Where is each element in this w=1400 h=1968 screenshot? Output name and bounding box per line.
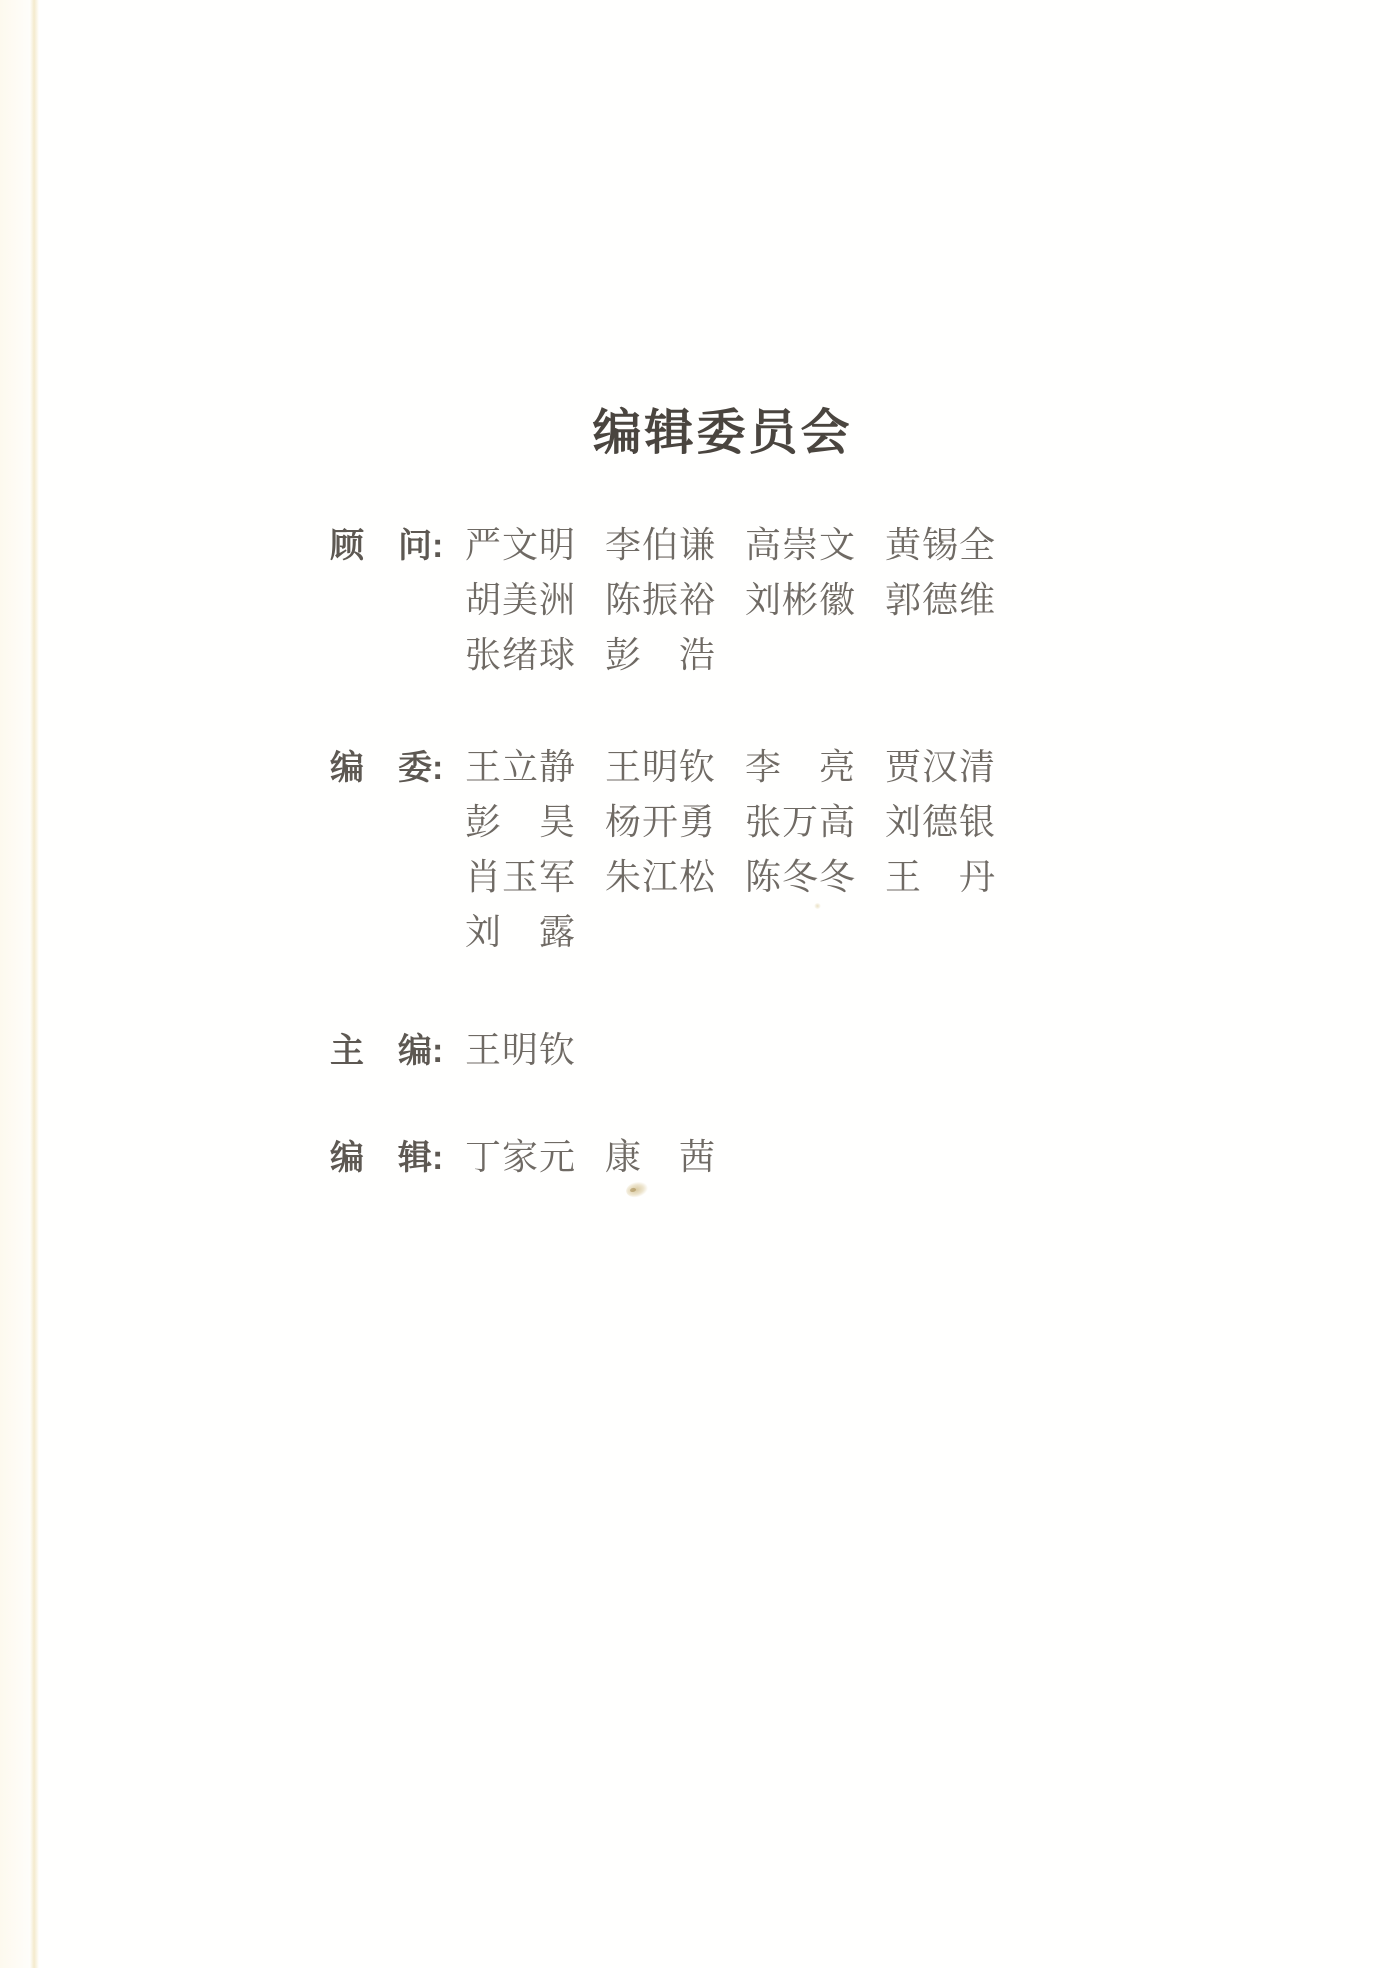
member-name: 王明钦 [605, 747, 717, 787]
name-rows [465, 515, 1025, 680]
member-name: 康 茜 [605, 1137, 717, 1177]
section-chief-editor [330, 1020, 605, 1075]
member-name: 丁家元 [465, 1137, 577, 1177]
name-row [465, 902, 1025, 957]
section-editors [330, 1127, 745, 1182]
scan-speck [814, 903, 821, 909]
member-name: 张绪球 [465, 635, 577, 675]
member-name: 王 丹 [885, 857, 997, 897]
name-row [465, 625, 1025, 680]
member-name: 高崇文 [745, 525, 857, 565]
page-crease [30, 0, 39, 1968]
member-name: 王明钦 [465, 1030, 577, 1070]
name-rows [465, 1127, 745, 1182]
member-name: 陈冬冬 [745, 857, 857, 897]
member-name: 刘彬徽 [745, 580, 857, 620]
member-name: 严文明 [465, 525, 577, 565]
member-name: 朱江松 [605, 857, 717, 897]
member-name: 肖玉军 [465, 857, 577, 897]
member-name: 陈振裕 [605, 580, 717, 620]
section-editorial-board [330, 737, 1025, 957]
section-advisors [330, 515, 1025, 680]
member-name: 郭德维 [885, 580, 997, 620]
name-row [465, 737, 1025, 792]
section-role-label: 顾 问: [330, 527, 444, 565]
member-name: 贾汉清 [885, 747, 997, 787]
name-row [465, 1127, 745, 1182]
member-name: 杨开勇 [605, 802, 717, 842]
member-name: 刘 露 [465, 912, 577, 952]
member-name: 彭 昊 [465, 802, 577, 842]
section-role-label: 编 委: [330, 749, 444, 787]
section-role-label: 主 编: [330, 1032, 444, 1070]
member-name: 黄锡全 [885, 525, 997, 565]
name-rows [465, 1020, 605, 1075]
member-name: 李伯谦 [605, 525, 717, 565]
scan-stain [625, 1180, 650, 1200]
member-name: 刘德银 [885, 802, 997, 842]
member-name: 王立静 [465, 747, 577, 787]
member-name: 李 亮 [745, 747, 857, 787]
name-row [465, 1020, 605, 1075]
member-name: 胡美洲 [465, 580, 577, 620]
name-row [465, 792, 1025, 847]
name-row [465, 847, 1025, 902]
member-name: 彭 浩 [605, 635, 717, 675]
page-title: 编辑委员会 [592, 405, 853, 460]
section-role-label: 编 辑: [330, 1139, 444, 1177]
name-row [465, 570, 1025, 625]
name-row [465, 515, 1025, 570]
member-name: 张万高 [745, 802, 857, 842]
name-rows [465, 737, 1025, 957]
